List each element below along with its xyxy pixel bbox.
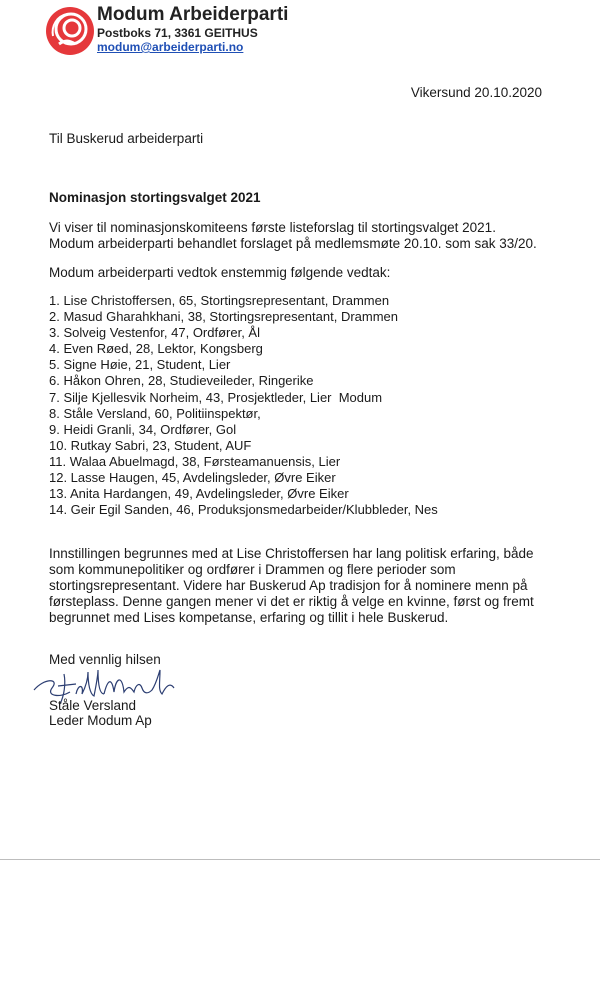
nominee-list <box>49 293 438 518</box>
rationale-paragraph <box>49 546 549 626</box>
place-date: Vikersund 20.10.2020 <box>410 85 542 100</box>
org-email-link[interactable]: modum@arbeiderparti.no <box>97 40 244 54</box>
rationale-line: stortingsrepresentant. Videre har Buskerud Ap tradisjon for å nominere menn på <box>49 578 528 593</box>
recipient: Til Buskerud arbeiderparti <box>49 131 204 146</box>
list-item: 7. Silje Kjellesvik Norheim, 43, Prosjektleder, Lier Modum <box>49 389 383 405</box>
intro-paragraph <box>49 220 569 252</box>
list-item: 12. Lasse Haugen, 45, Avdelingsleder, Øvre Eiker <box>49 470 336 486</box>
rose-logo-icon <box>45 6 95 56</box>
list-item: 9. Heidi Granli, 34, Ordfører, Gol <box>49 421 237 437</box>
list-item: 14. Geir Egil Sanden, 46, Produksjonsmedarbeider/Klubbleder, Nes <box>49 502 438 518</box>
list-item: 5. Signe Høie, 21, Student, Lier <box>49 357 231 373</box>
intro-line: Modum arbeiderparti behandlet forslaget på medlemsmøte 20.10. som sak 33/20. <box>49 236 537 251</box>
signer-name: Ståle Versland <box>49 698 137 713</box>
list-item: 3. Solveig Vestenfor, 47, Ordfører, Ål <box>49 325 260 341</box>
intro-line: Vi viser til nominasjonskomiteens første listeforslag til stortingsvalget 2021. <box>49 220 496 235</box>
signer-title: Leder Modum Ap <box>49 713 152 728</box>
org-address: Postboks 71, 3361 GEITHUS <box>97 26 258 40</box>
page-divider <box>0 859 600 860</box>
list-item: 10. Rutkay Sabri, 23, Student, AUF <box>49 437 252 453</box>
rationale-line: som kommunepolitiker og ordfører i Drammen og flere perioder som <box>49 562 456 577</box>
list-item: 4. Even Røed, 28, Lektor, Kongsberg <box>49 341 263 357</box>
list-item: 11. Walaa Abuelmagd, 38, Førsteamanuensis, Lier <box>49 453 341 469</box>
rationale-line: Innstillingen begrunnes med at Lise Christoffersen har lang politisk erfaring, både <box>49 546 534 561</box>
org-name: Modum Arbeiderparti <box>97 4 289 25</box>
list-item: 13. Anita Hardangen, 49, Avdelingsleder, Øvre Eiker <box>49 486 349 502</box>
rationale-line: førsteplass. Denne gangen mener vi det er riktig å velge en kvinne, først og fremt <box>49 594 534 609</box>
list-item: 2. Masud Gharahkhani, 38, Stortingsrepresentant, Drammen <box>49 309 399 325</box>
list-item: 8. Ståle Versland, 60, Politiinspektør, <box>49 405 261 421</box>
closing: Med vennlig hilsen <box>49 652 161 667</box>
list-item: 6. Håkon Ohren, 28, Studieveileder, Ringerike <box>49 373 314 389</box>
rationale-line: begrunnet med Lises kompetanse, erfaring og tillit i hele Buskerud. <box>49 610 449 625</box>
letter-subject: Nominasjon stortingsvalget 2021 <box>49 190 261 205</box>
list-item: 1. Lise Christoffersen, 65, Stortingsrepresentant, Drammen <box>49 293 390 308</box>
decision-intro: Modum arbeiderparti vedtok enstemmig følgende vedtak: <box>49 265 391 280</box>
